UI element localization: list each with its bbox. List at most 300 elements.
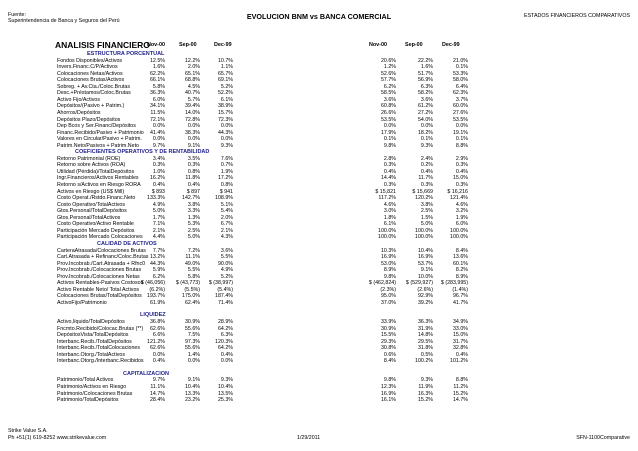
bnm-value: 1.6% <box>152 64 165 71</box>
banca-value: 0.0% <box>383 123 396 130</box>
banca-value: 6.4% <box>455 83 468 90</box>
banca-value: 15.0% <box>452 175 468 182</box>
banca-value: 60.8% <box>380 103 396 110</box>
section-title: CALIDAD DE ACTIVOS <box>97 240 157 247</box>
footer-code: SFN-1100Comparative <box>576 435 630 441</box>
row-label: Patrimonio/Colocaciones Brutas <box>57 390 133 397</box>
row-label: Activo Fijo/Activos <box>57 96 100 103</box>
banca-value: 57.7% <box>380 77 396 84</box>
banca-value: 3.6% <box>420 96 433 103</box>
row-label: Fondos Disponibles/Activos <box>57 57 123 64</box>
bnm-value: 1.3% <box>187 214 200 221</box>
table-row <box>55 300 615 307</box>
banca-value: 14.4% <box>380 175 396 182</box>
banca-value: 100.0% <box>450 227 468 234</box>
row-label: Valores en Circular/Pasivo + Patrim. <box>57 136 142 143</box>
banca-value: 3.2% <box>455 208 468 215</box>
row-label: Financ.Recibido/Pasivo + Patrimonio <box>57 129 144 136</box>
banca-value: 2.8% <box>383 155 396 162</box>
banca-value: 8.4% <box>383 358 396 365</box>
bnm-value: 12.5% <box>149 57 165 64</box>
bnm-value: 9.7% <box>152 377 165 384</box>
bnm-value: 55.6% <box>184 325 200 332</box>
banca-value: 15.0% <box>452 332 468 339</box>
section-title: COEFICIENTES OPERATIVOS Y DE RENTABILIDAD <box>75 149 210 156</box>
banca-value: 14.8% <box>417 332 433 339</box>
banca-value: 4.6% <box>383 201 396 208</box>
banca-value: 16.3% <box>417 390 433 397</box>
banca-value: 0.0% <box>420 123 433 130</box>
banca-value: 56.9% <box>417 77 433 84</box>
table-row <box>55 358 615 365</box>
row-label: Desc.+Préstamos/Coloc.Brutas <box>57 90 131 97</box>
bnm-value: $ 897 <box>186 188 200 195</box>
banca-value: 0.6% <box>383 351 396 358</box>
banca-value: (1.4%) <box>452 286 468 293</box>
bnm-value: 6.0% <box>152 96 165 103</box>
bnm-value: 5.8% <box>187 273 200 280</box>
banca-value: 0.1% <box>455 64 468 71</box>
row-label: Interbanc.Recib./TotalDepósitos <box>57 338 132 345</box>
banca-value: 100.0% <box>415 227 433 234</box>
banca-value: $ (462,824) <box>368 280 396 287</box>
bnm-value: 2.1% <box>220 227 233 234</box>
row-label: Depósitos Plazo/Depósitos <box>57 116 121 123</box>
bnm-value: (6.2%) <box>149 286 165 293</box>
bnm-value: 187.4% <box>215 293 233 300</box>
row-label: Colocaciones Brutas/Activos <box>57 77 125 84</box>
banca-value: 34.9% <box>452 319 468 326</box>
bnm-value: 7.2% <box>187 247 200 254</box>
banca-value: 8.4% <box>455 247 468 254</box>
bnm-value: 17.2% <box>217 175 233 182</box>
banca-value: 16.9% <box>380 390 396 397</box>
bnm-value: 120.3% <box>215 338 233 345</box>
bnm-value: 4.5% <box>187 83 200 90</box>
report-type: ESTADOS FINANCIEROS COMPARATIVOS <box>524 13 630 19</box>
banca-value: 1.9% <box>455 214 468 221</box>
banca-value: 39.2% <box>417 299 433 306</box>
bnm-value: 7.5% <box>187 332 200 339</box>
row-label: Colocaciones Netas/Activos <box>57 70 123 77</box>
banca-value: (2.3%) <box>380 286 396 293</box>
bnm-value: 1.9% <box>220 168 233 175</box>
banca-value: 53.3% <box>452 70 468 77</box>
bnm-value: 62.6% <box>149 345 165 352</box>
bnm-value: 6.3% <box>220 332 233 339</box>
banca-value: $ 15,821 <box>375 188 396 195</box>
bnm-value: 0.4% <box>152 182 165 189</box>
row-label: Ingr.Financieros/Activos Rentables <box>57 175 139 182</box>
banca-value: 0.4% <box>420 168 433 175</box>
row-label: Activos en Riesgo (US$ Mill) <box>57 188 125 195</box>
bnm-value: 16.2% <box>149 175 165 182</box>
bnm-value: 72.1% <box>149 116 165 123</box>
banca-value: $ (529,927) <box>405 280 433 287</box>
bnm-value: $ 893 <box>151 188 165 195</box>
bnm-value: 7.6% <box>220 155 233 162</box>
banca-value: 15.2% <box>452 390 468 397</box>
bnm-value: 0.0% <box>220 123 233 130</box>
banca-value: 18.2% <box>417 129 433 136</box>
banca-value: 60.0% <box>452 103 468 110</box>
banca-value: 9.1% <box>420 267 433 274</box>
bnm-value: 4.4% <box>152 234 165 241</box>
banca-value: 92.9% <box>417 293 433 300</box>
source-name: Superintendencia de Banca y Seguros del Perú <box>8 18 120 24</box>
bnm-value: 2.0% <box>187 64 200 71</box>
bnm-value: 3.5% <box>187 155 200 162</box>
banca-value: 41.7% <box>452 299 468 306</box>
row-label: Gtos.Personal/TotalActivos <box>57 214 121 221</box>
row-label: Interbanc.Recib./TotalColocaciones <box>57 345 141 352</box>
banca-value: 19.1% <box>452 129 468 136</box>
col-a-2: Sep-00 <box>179 42 197 48</box>
banca-value: 36.3% <box>417 319 433 326</box>
bnm-value: (5.5%) <box>184 286 200 293</box>
row-label: Activos Rentables-Pasivos Costosos <box>57 280 144 287</box>
banca-value: 22.2% <box>417 57 433 64</box>
bnm-value: 71.4% <box>217 299 233 306</box>
banca-value: 51.7% <box>417 70 433 77</box>
banca-value: 15.5% <box>380 332 396 339</box>
banca-value: 13.6% <box>452 254 468 261</box>
bnm-value: 6.7% <box>220 221 233 228</box>
bnm-value: $ 941 <box>219 188 233 195</box>
bnm-value: 9.3% <box>220 142 233 149</box>
banca-value: $ 16,216 <box>447 188 468 195</box>
banca-value: 31.7% <box>452 338 468 345</box>
bnm-value: 7.1% <box>152 221 165 228</box>
bnm-value: 64.2% <box>217 345 233 352</box>
banca-value: 29.3% <box>380 338 396 345</box>
row-label: DepósitosVista/TotalDepósitos <box>57 332 129 339</box>
document-title: EVOLUCION BNM vs BANCA COMERCIAL <box>246 12 392 21</box>
banca-value: 14.7% <box>452 397 468 404</box>
row-label: Participación Mercado Colocaciones <box>57 234 143 241</box>
row-label: Costo Operativo/TotalActivos <box>57 201 126 208</box>
banca-value: 11.2% <box>453 384 468 391</box>
bnm-value: 133.3% <box>147 195 165 202</box>
banca-value: 100.0% <box>378 234 396 241</box>
row-label: ActivoFijo/Patrimonio <box>57 299 107 306</box>
banca-value: 100.0% <box>450 234 468 241</box>
row-label: Invers.Financ.C/P/Activos <box>57 64 118 71</box>
row-label: Prov.Incobrab./Colocaciones Netas <box>57 273 140 280</box>
bnm-value: (5.4%) <box>217 286 233 293</box>
banca-value: 16.9% <box>380 254 396 261</box>
banca-value: 62.3% <box>452 90 468 97</box>
banca-value: 27.6% <box>452 109 468 116</box>
banca-value: 10.4% <box>417 247 433 254</box>
banca-value: 100.2% <box>415 358 433 365</box>
col-b-2: Sep-00 <box>405 42 423 48</box>
bnm-value: 68.8% <box>184 77 200 84</box>
row-label: Retorno sobre Activos (ROA) <box>57 162 126 169</box>
banca-value: 3.6% <box>383 96 396 103</box>
bnm-value: 5.1% <box>220 201 233 208</box>
banca-value: 31.8% <box>417 345 433 352</box>
banca-value: 1.2% <box>383 64 396 71</box>
banca-value: 9.8% <box>383 377 396 384</box>
row-label: Cart.Atrasada + Refinanc/Coloc.Brutas <box>57 254 149 261</box>
bnm-value: 72.3% <box>217 116 233 123</box>
section-header <box>55 312 615 319</box>
banca-value: 4.6% <box>455 201 468 208</box>
financial-analysis-sheet <box>55 42 615 404</box>
banca-value: 117.2% <box>378 195 396 202</box>
bnm-value: 23.2% <box>184 397 200 404</box>
bnm-value: 1.7% <box>152 214 165 221</box>
bnm-value: 15.7% <box>217 109 233 116</box>
bnm-value: 5.2% <box>220 83 233 90</box>
banca-value: 100.0% <box>378 227 396 234</box>
bnm-value: 121.2% <box>147 338 165 345</box>
banca-value: 5.0% <box>420 221 433 228</box>
bnm-value: 13.2% <box>149 254 165 261</box>
row-label: Interbanc.Otorg./TotalActivos <box>57 351 126 358</box>
banca-value: 0.4% <box>455 351 468 358</box>
footer-company: Strike Value S.A. <box>8 428 48 434</box>
bnm-value: 72.8% <box>184 116 200 123</box>
bnm-value: 9.1% <box>187 142 200 149</box>
row-label: Patrimonio/Activos en Riesgo <box>57 384 127 391</box>
banca-value: (2.6%) <box>417 286 433 293</box>
banca-value: 30.9% <box>380 325 396 332</box>
bnm-value: 5.4% <box>220 208 233 215</box>
bnm-value: 10.7% <box>217 57 233 64</box>
row-label: Sobreg. + Av.Cta./Coloc.Brutas <box>57 83 130 90</box>
bnm-value: 38.3% <box>184 129 200 136</box>
row-label: Dep Bcos y Ser.Financ/Depósitos <box>57 123 136 130</box>
banca-value: 6.0% <box>455 221 468 228</box>
bnm-value: 97.3% <box>184 338 200 345</box>
column-header <box>55 42 615 51</box>
banca-value: 58.0% <box>452 77 468 84</box>
row-label: Retorno Patrimonial (ROE) <box>57 155 121 162</box>
bnm-value: 0.4% <box>187 182 200 189</box>
banca-value: 60.1% <box>452 260 468 267</box>
banca-value: 0.5% <box>420 351 433 358</box>
bnm-value: 65.1% <box>184 70 200 77</box>
banca-value: 53.7% <box>417 260 433 267</box>
banca-value: $ 15,669 <box>412 188 433 195</box>
banca-value: $ (283,995) <box>440 280 468 287</box>
footer-date: 1/29/2011 <box>297 435 321 441</box>
banca-value: 0.1% <box>383 136 396 143</box>
row-label: Patrimonio/Total Activos <box>57 377 114 384</box>
section-header <box>55 51 615 58</box>
bnm-value: 5.2% <box>220 273 233 280</box>
bnm-value: 0.4% <box>220 351 233 358</box>
banca-value: 33.0% <box>452 325 468 332</box>
banca-value: 30.8% <box>380 345 396 352</box>
bnm-value: 0.7% <box>220 162 233 169</box>
bnm-value: 62.2% <box>149 70 165 77</box>
banca-value: 15.2% <box>417 397 433 404</box>
bnm-value: 5.8% <box>152 83 165 90</box>
bnm-value: 0.0% <box>152 351 165 358</box>
bnm-value: 10.4% <box>184 384 200 391</box>
bnm-value: 3.4% <box>152 155 165 162</box>
row-label: Costo Operat./Rstdo.Financ.Neto <box>57 195 136 202</box>
banca-value: 52.6% <box>380 70 396 77</box>
banca-value: 29.5% <box>417 338 433 345</box>
banca-value: 9.8% <box>383 142 396 149</box>
bnm-value: 0.0% <box>152 136 165 143</box>
banca-value: 0.3% <box>455 182 468 189</box>
bnm-value: 14.7% <box>149 390 165 397</box>
banca-value: 32.8% <box>452 345 468 352</box>
banca-value: 27.2% <box>417 109 433 116</box>
bnm-value: 4.9% <box>152 201 165 208</box>
row-label: Activo Rentable Neto/ Total Activos <box>57 286 140 293</box>
banca-value: 9.3% <box>420 142 433 149</box>
bnm-value: 193.7% <box>147 293 165 300</box>
banca-value: 120.2% <box>415 195 433 202</box>
bnm-value: 0.0% <box>152 123 165 130</box>
bnm-value: 3.8% <box>187 201 200 208</box>
bnm-value: 30.9% <box>184 319 200 326</box>
bnm-value: $ (46,056) <box>140 280 165 287</box>
banca-value: 3.0% <box>383 208 396 215</box>
banca-value: 0.3% <box>455 162 468 169</box>
bnm-value: 1.1% <box>220 64 233 71</box>
row-label: Fncmto.Recibido/Colocac.Brutas (**) <box>57 325 144 332</box>
bnm-value: 1.4% <box>187 351 200 358</box>
bnm-value: 6.6% <box>152 332 165 339</box>
bnm-value: 11.1% <box>185 254 200 261</box>
bnm-value: 11.1% <box>150 384 165 391</box>
banca-value: 3.7% <box>455 96 468 103</box>
bnm-value: 55.6% <box>184 345 200 352</box>
bnm-value: 28.4% <box>149 397 165 404</box>
row-label: Depósitos/(Pasivo + Patrim.) <box>57 103 125 110</box>
banca-value: 21.0% <box>452 57 468 64</box>
sheet-title: ANALISIS FINANCIERO <box>55 40 150 50</box>
bnm-value: $ (43,773) <box>175 280 200 287</box>
col-a-3: Dec-99 <box>214 42 232 48</box>
bnm-value: 0.3% <box>152 162 165 169</box>
bnm-value: 36.8% <box>149 319 165 326</box>
banca-value: 58.5% <box>380 90 396 97</box>
bnm-value: 175.0% <box>182 293 200 300</box>
bnm-value: 14.0% <box>184 109 200 116</box>
bnm-value: 10.4% <box>217 384 233 391</box>
source-label: Fuente: <box>8 12 26 18</box>
bnm-value: 25.3% <box>217 397 233 404</box>
banca-value: 26.6% <box>380 109 396 116</box>
row-label: Ahorros/Depósitos <box>57 109 101 116</box>
banca-value: 58.2% <box>417 90 433 97</box>
bnm-value: $ (38,997) <box>208 280 233 287</box>
banca-value: 53.5% <box>380 116 396 123</box>
banca-value: 16.9% <box>417 254 433 261</box>
bnm-value: 12.2% <box>184 57 200 64</box>
banca-value: 61.2% <box>417 103 433 110</box>
bnm-value: 6.1% <box>220 96 233 103</box>
bnm-value: 5.5% <box>187 267 200 274</box>
banca-value: 0.3% <box>420 182 433 189</box>
bnm-value: 9.3% <box>220 377 233 384</box>
banca-value: 0.4% <box>383 168 396 175</box>
banca-value: 2.5% <box>420 208 433 215</box>
row-label: Colocaciones Brutas/TotalDepósitos <box>57 293 142 300</box>
banca-value: 9.8% <box>383 273 396 280</box>
bnm-value: 3.6% <box>220 247 233 254</box>
banca-value: 8.8% <box>455 142 468 149</box>
banca-value: 53.0% <box>380 260 396 267</box>
bnm-value: 9.7% <box>152 142 165 149</box>
bnm-value: 0.4% <box>152 358 165 365</box>
section-title: CAPITALIZACION <box>123 370 170 377</box>
banca-value: 1.5% <box>420 214 433 221</box>
bnm-value: 4.3% <box>220 234 233 241</box>
bnm-value: 9.1% <box>187 377 200 384</box>
bnm-value: 40.7% <box>184 90 200 97</box>
banca-value: 6.2% <box>383 83 396 90</box>
bnm-value: 5.3% <box>187 221 200 228</box>
banca-value: 3.8% <box>420 201 433 208</box>
bnm-value: 11.5% <box>150 109 165 116</box>
row-label: Costo Operativo/Activo Rentable <box>57 221 134 228</box>
banca-value: 0.0% <box>455 123 468 130</box>
banca-value: 8.8% <box>455 377 468 384</box>
banca-value: 95.0% <box>380 293 396 300</box>
bnm-value: 5.0% <box>187 234 200 241</box>
banca-value: 100.0% <box>415 234 433 241</box>
banca-value: 0.1% <box>455 136 468 143</box>
bnm-value: 28.9% <box>217 319 233 326</box>
bnm-value: 6.2% <box>152 273 165 280</box>
bnm-value: 62.4% <box>184 299 200 306</box>
bnm-value: 4.9% <box>220 267 233 274</box>
banca-value: 0.3% <box>383 162 396 169</box>
bnm-value: 0.0% <box>220 358 233 365</box>
banca-value: 101.2% <box>450 358 468 365</box>
col-b-3: Dec-99 <box>442 42 460 48</box>
banca-value: 0.1% <box>420 136 433 143</box>
bnm-value: 65.7% <box>217 70 233 77</box>
banca-value: 1.6% <box>420 64 433 71</box>
banca-value: 0.2% <box>420 162 433 169</box>
bnm-value: 3.3% <box>187 208 200 215</box>
banca-value: 20.6% <box>380 57 396 64</box>
banca-value: 2.9% <box>455 155 468 162</box>
bnm-value: 5.0% <box>152 208 165 215</box>
banca-value: 54.0% <box>417 116 433 123</box>
bnm-value: 0.8% <box>220 182 233 189</box>
row-label: Prov.Incobrab./Cart.Atrasada + Rfnc0 <box>57 260 146 267</box>
bnm-value: 7.7% <box>152 247 165 254</box>
banca-value: 12.3% <box>380 384 396 391</box>
bnm-value: 49.0% <box>184 260 200 267</box>
banca-value: 11.7% <box>418 175 433 182</box>
bnm-value: 44.3% <box>149 260 165 267</box>
row-label: CarteraAtrasada/Colocaciones Brutas <box>57 247 146 254</box>
bnm-value: 69.1% <box>217 77 233 84</box>
bnm-value: 36.3% <box>149 90 165 97</box>
bnm-value: 39.4% <box>184 103 200 110</box>
col-a-1: Nov-00 <box>147 42 165 48</box>
banca-value: 8.9% <box>455 273 468 280</box>
row-label: Participación Mercado Depósitos <box>57 227 135 234</box>
bnm-value: 0.8% <box>187 168 200 175</box>
row-label: Interbanc.Otorg./Interbanc.Recibidos <box>57 358 144 365</box>
banca-value: 6.1% <box>383 221 396 228</box>
bnm-value: 0.0% <box>187 136 200 143</box>
bnm-value: 0.0% <box>220 136 233 143</box>
